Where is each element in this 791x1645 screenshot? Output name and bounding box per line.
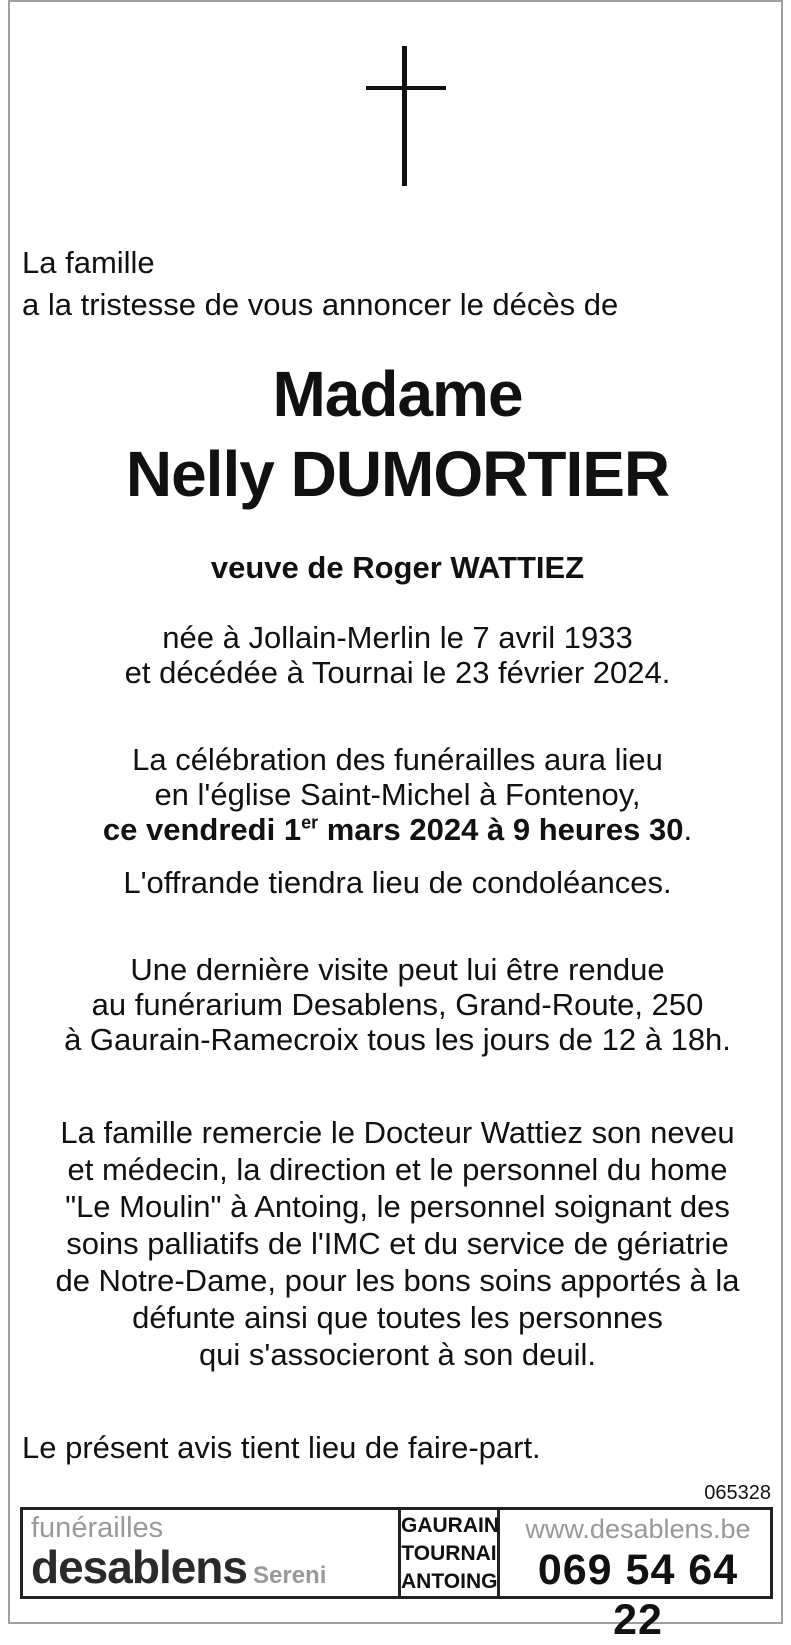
- phone-number[interactable]: 069 54 64 22: [537, 1546, 739, 1644]
- logo-sereni: Sereni: [253, 1562, 327, 1589]
- website-link[interactable]: www.desablens.be: [525, 1514, 751, 1544]
- celebration-line-2: en l'église Saint-Michel à Fontenoy,: [154, 777, 641, 812]
- funeral-home-logo: [31, 1512, 386, 1593]
- logo-funerailles: funérailles: [31, 1512, 164, 1544]
- thanks-line-1: La famille remercie le Docteur Wattiez son neveu: [60, 1115, 735, 1150]
- thanks-line-2: et médecin, la direction et le personnel du home: [67, 1152, 728, 1187]
- visit-info: [10, 952, 785, 1057]
- town-gaurain: GAURAIN: [401, 1514, 499, 1537]
- celebration-date-sup: er: [301, 812, 319, 833]
- funeral-home-towns: [398, 1510, 500, 1596]
- thanks-line-6: défunte ainsi que toutes les personnes: [132, 1300, 663, 1335]
- town-antoing: ANTOING: [401, 1570, 498, 1593]
- thanks-line-5: de Notre-Dame, pour les bons soins apportés à la: [55, 1263, 740, 1298]
- celebration-date-end: .: [683, 812, 693, 847]
- birth-line: née à Jollain-Merlin le 7 avril 1933: [162, 620, 633, 655]
- intro-line-2: a la tristesse de vous annoncer le décès de: [22, 287, 619, 322]
- intro-line-1: La famille: [22, 245, 155, 280]
- visit-line-2: au funérarium Desablens, Grand-Route, 250: [91, 987, 704, 1022]
- reference-number: 065328: [704, 1482, 771, 1504]
- birth-death-info: [10, 620, 785, 690]
- logo-desablens: desablens: [31, 1541, 247, 1593]
- visit-line-1: Une dernière visite peut lui être rendue: [130, 952, 665, 987]
- intro-text: [22, 242, 618, 326]
- visit-line-3: à Gaurain-Ramecroix tous les jours de 12 à 18h.: [64, 1022, 731, 1057]
- final-notice: Le présent avis tient lieu de faire-part.: [22, 1430, 541, 1465]
- deceased-name-block: [10, 354, 785, 514]
- funeral-home-contact: [508, 1514, 768, 1645]
- town-tournai: TOURNAI: [401, 1542, 497, 1565]
- celebration-date: [10, 812, 785, 847]
- thanks-line-3: "Le Moulin" à Antoing, le personnel soignant des: [65, 1189, 730, 1224]
- widow-of: veuve de Roger WATTIEZ: [210, 550, 585, 585]
- thanks-line-7: qui s'associeront à son deuil.: [198, 1337, 597, 1372]
- obituary-notice: [8, 0, 783, 1644]
- celebration-info: [10, 742, 785, 847]
- cross-icon: [366, 46, 446, 186]
- deceased-name: Nelly DUMORTIER: [125, 438, 670, 510]
- celebration-date-prefix: ce vendredi 1: [102, 812, 302, 847]
- thanks-line-4: soins palliatifs de l'IMC et du service de gériatrie: [66, 1226, 729, 1261]
- condolences-note: L'offrande tiendra lieu de condoléances.: [123, 865, 672, 900]
- deceased-title: Madame: [272, 358, 523, 430]
- funeral-home-banner: [20, 1507, 773, 1644]
- celebration-line-1: La célébration des funérailles aura lieu: [132, 742, 663, 777]
- death-line: et décédée à Tournai le 23 février 2024.: [124, 655, 671, 690]
- celebration-date-suffix: mars 2024 à 9 heures 30: [318, 812, 684, 847]
- thanks-paragraph: [10, 1114, 785, 1373]
